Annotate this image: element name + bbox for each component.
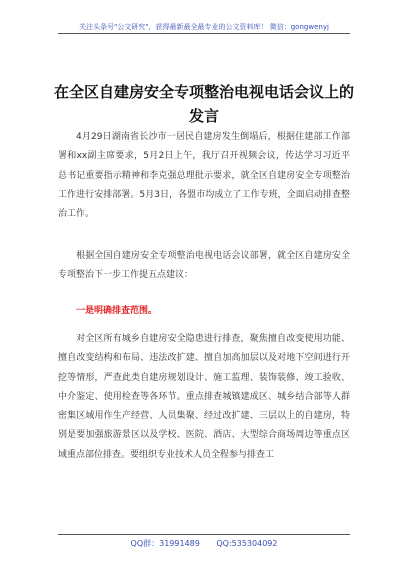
page-footer <box>58 538 350 549</box>
title-line-2: 发言 <box>188 107 219 125</box>
paragraph-1-text: 4月29日湖南省长沙市一居民自建房发生倒塌后，根据住建部工作部署和xx副主席要求，5月2日上午，我厅召开视频会议，传达学习习近平总书记重要指示精神和李克强总理批示要求，就全区自建房安全专项整治工作进行安排部署。5月3日，各盟市均成立了工作专班，全面启动排查整治工作。 <box>58 132 350 220</box>
paragraph-3-text: 对全区所有城乡自建房安全隐患进行排查，聚焦擅自改变使用功能、擅自改变结构和布局、违法改扩建、擅自加高加层以及对地下空间进行开挖等情形，严查此类自建房规划设计、施工监理、装饰装修、竣工验收、中介鉴定、使用检查等各环节。重点排查城镇建成区、城乡结合部等人群密集区域用作生产经营、人员集聚、经过改扩建、三层以上的自建房，特别是要加强旅游景区以及学校、医院、酒店、大型综合商场周边等重点区域重点部位排查。要组织专业技术人员全程参与排查工 <box>58 334 350 460</box>
title-line-1: 在全区自建房安全专项整治电视电话会议上的 <box>53 83 354 101</box>
paragraph-3 <box>58 330 350 465</box>
document-title <box>40 80 368 128</box>
paragraph-2-text: 根据全国自建房安全专项整治电视电话会议部署，就全区自建房安全专项整治下一步工作提五点建议： <box>58 251 350 281</box>
paragraph-2 <box>58 247 350 286</box>
header-divider <box>58 33 350 34</box>
page-header-banner: 关注头条号"公文研究"，获得最新最全最专业的公文资料库！ 微信：gongwenyj <box>79 23 329 31</box>
footer-qq-group: QQ群：31991489 <box>130 539 200 548</box>
footer-qq: QQ:535304092 <box>216 539 278 548</box>
footer-divider <box>58 534 350 535</box>
paragraph-1 <box>58 128 350 224</box>
section-heading: 一是明确排查范围。 <box>76 306 158 316</box>
